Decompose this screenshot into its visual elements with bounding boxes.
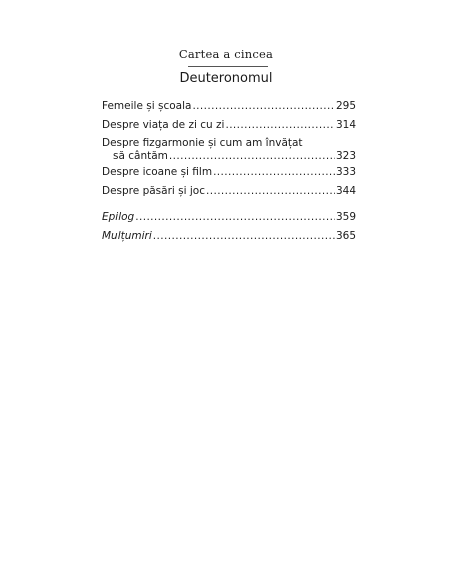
toc-entry-label: Despre icoane și film (102, 166, 213, 178)
toc-entry-label: Despre viața de zi cu zi (102, 119, 225, 131)
toc-entry[interactable] (102, 137, 356, 163)
toc-entry-label: Despre păsări și joc (102, 185, 205, 197)
part-title: Cartea a cincea (178, 47, 274, 61)
toc-entry-epilog[interactable] (102, 211, 356, 224)
toc-entry-page: 333 (335, 166, 356, 178)
title-divider (188, 66, 268, 67)
toc-entry[interactable] (102, 100, 356, 113)
dot-leader (192, 100, 335, 113)
toc-entry-label: Femeile și școala (102, 100, 192, 112)
toc-entry[interactable] (102, 185, 356, 198)
toc-entry[interactable] (102, 166, 356, 179)
toc-entry-page: 295 (335, 100, 356, 112)
toc-entry-page: 323 (335, 150, 356, 162)
toc-entry-acknowledgements[interactable] (102, 230, 356, 243)
toc-entry-label-continuation: să cântăm (113, 150, 168, 162)
dot-leader (135, 211, 335, 224)
dot-leader (153, 230, 335, 243)
toc-entry-page: 359 (335, 211, 356, 223)
dot-leader (213, 166, 335, 179)
toc-entry-page: 365 (335, 230, 356, 242)
toc-entry-page: 314 (335, 119, 356, 131)
toc-entry-page: 344 (335, 185, 356, 197)
toc-entry-label: Despre fizgarmonie și cum am învățat (102, 137, 303, 149)
dot-leader (206, 185, 335, 198)
dot-leader (169, 150, 335, 163)
toc-entry-label: Epilog (102, 211, 135, 223)
toc-entry-label: Mulțumiri (102, 230, 152, 242)
book-title: Deuteronomul (179, 71, 273, 86)
toc-entry[interactable] (102, 119, 356, 132)
dot-leader (225, 119, 335, 132)
